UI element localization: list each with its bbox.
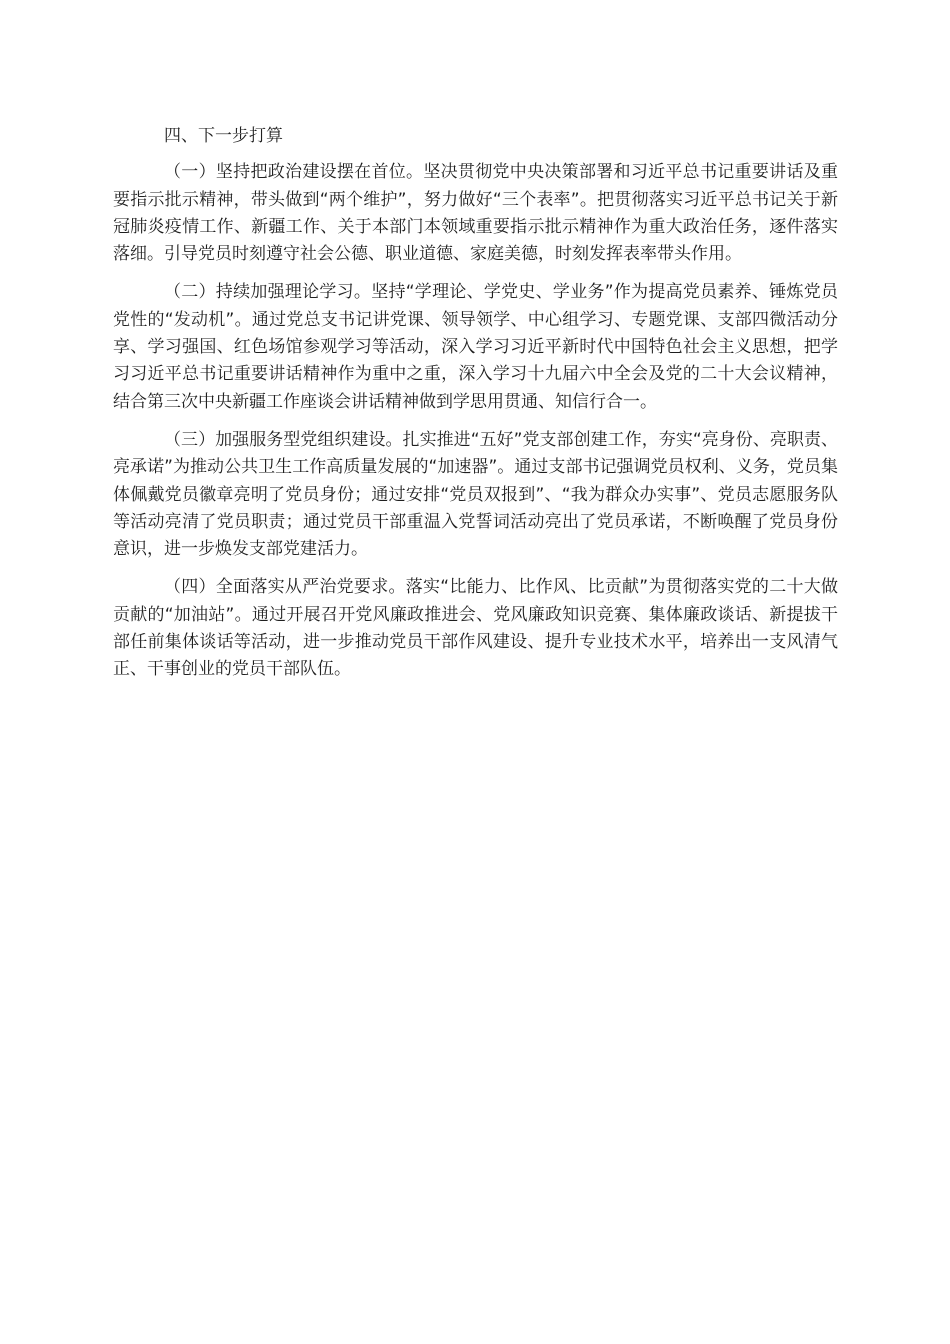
section-heading: 四、下一步打算 <box>164 126 283 146</box>
document-body <box>113 123 838 695</box>
paragraph-4: （四）全面落实从严治党要求。落实“比能力、比作风、比贡献”为贯彻落实党的二十大做贡献的“加油站”。通过开展召开党风廉政推进会、党风廉政知识竞赛、集体廉政谈话、新提拔干部任前集体谈话等活动，进一步推动党员干部作风建设、提升专业技术水平，培养出一支风清气正、干事创业的党员干部队伍。 <box>113 577 838 680</box>
paragraph-1: （一）坚持把政治建设摆在首位。坚决贯彻党中央决策部署和习近平总书记重要讲话及重要指示批示精神，带头做到“两个维护”，努力做好“三个表率”。把贯彻落实习近平总书记关于新冠肺炎疫情工作、新疆工作、关于本部门本领域重要指示批示精神作为重大政治任务，逐件落实落细。引导党员时刻遵守社会公德、职业道德、家庭美德，时刻发挥表率带头作用。 <box>113 162 838 265</box>
paragraph-3: （三）加强服务型党组织建设。扎实推进“五好”党支部创建工作，夯实“亮身份、亮职责、亮承诺”为推动公共卫生工作高质量发展的“加速器”。通过支部书记强调党员权利、义务，党员集体佩戴党员徽章亮明了党员身份；通过安排“党员双报到”、“我为群众办实事”、党员志愿服务队等活动亮清了党员职责；通过党员干部重温入党誓词活动亮出了党员承诺，不断唤醒了党员身份意识，进一步焕发支部党建活力。 <box>113 429 838 560</box>
paragraph-2: （二）持续加强理论学习。坚持“学理论、学党史、学业务”作为提高党员素养、锤炼党员党性的“发动机”。通过党总支书记讲党课、领导领学、中心组学习、专题党课、支部四微活动分享、学习强国、红色场馆参观学习等活动，深入学习习近平新时代中国特色社会主义思想，把学习习近平总书记重要讲话精神作为重中之重，深入学习十九届六中全会及党的二十大会议精神，结合第三次中央新疆工作座谈会讲话精神做到学思用贯通、知信行合一。 <box>113 282 838 412</box>
